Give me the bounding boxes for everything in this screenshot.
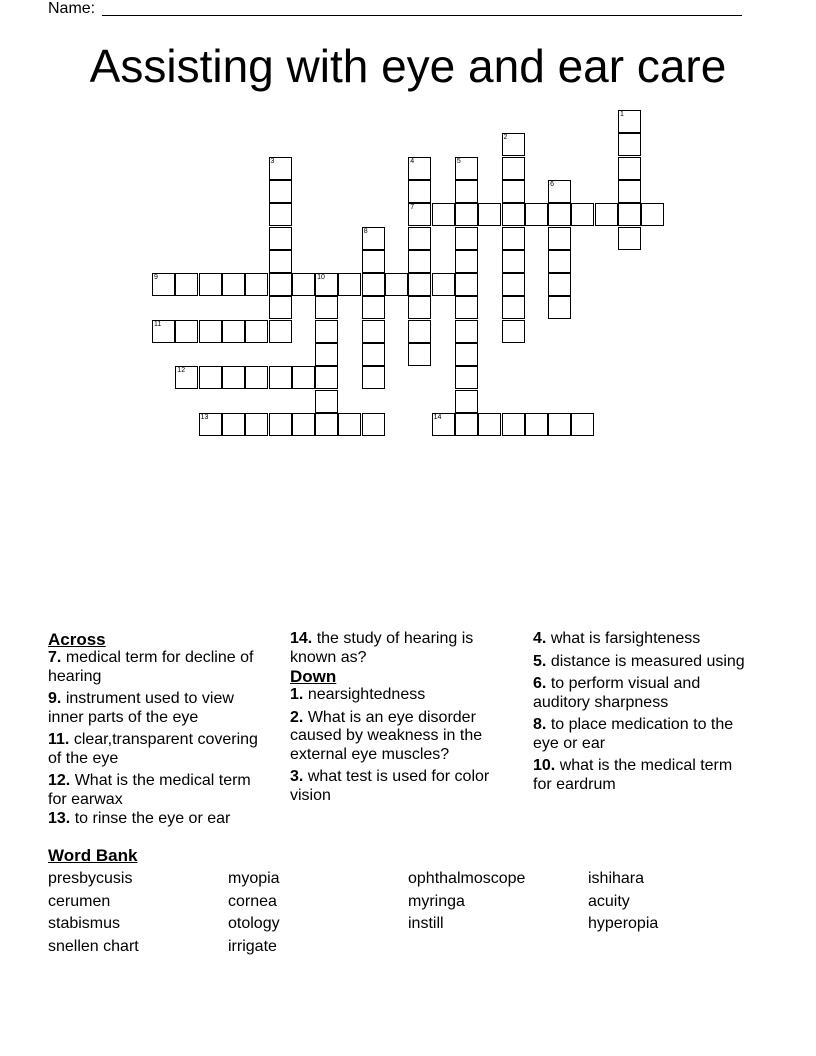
word-bank-item: presbycusis	[48, 870, 133, 887]
crossword-cell[interactable]	[269, 366, 292, 389]
crossword-cell[interactable]	[455, 343, 478, 366]
crossword-cell[interactable]	[502, 413, 525, 436]
word-bank-item: stabismus	[48, 915, 121, 932]
crossword-cell[interactable]	[199, 273, 222, 296]
word-bank-heading: Word Bank	[48, 846, 138, 865]
crossword-cell[interactable]	[502, 203, 525, 226]
crossword-cell[interactable]	[315, 366, 338, 389]
crossword-cell[interactable]	[502, 296, 525, 319]
crossword-cell[interactable]	[618, 203, 641, 226]
crossword-cell[interactable]	[455, 203, 478, 226]
clue-down-10: 10. what is the medical term for eardrum	[533, 757, 733, 793]
clue-number: 11	[154, 320, 162, 328]
crossword-cell[interactable]	[548, 413, 571, 436]
crossword-cell[interactable]	[292, 273, 315, 296]
crossword-cell[interactable]	[478, 413, 501, 436]
crossword-cell[interactable]	[478, 203, 501, 226]
clue-across-7: 7. medical term for decline of hearing	[48, 649, 254, 685]
down-heading: Down	[290, 667, 337, 686]
crossword-cell[interactable]	[548, 203, 571, 226]
crossword-cell[interactable]	[338, 273, 361, 296]
crossword-cell[interactable]	[455, 296, 478, 319]
crossword-cell[interactable]	[408, 320, 431, 343]
clue-number: 10	[317, 274, 325, 282]
clue-down-5: 5. distance is measured using	[533, 652, 745, 670]
clue-number: 9	[154, 274, 158, 282]
crossword-cell[interactable]	[455, 180, 478, 203]
crossword-cell[interactable]	[199, 320, 222, 343]
crossword-cell[interactable]	[292, 413, 315, 436]
clue-across-11: 11. clear,transparent covering of the eye	[48, 731, 258, 767]
across-heading: Across	[48, 630, 106, 649]
crossword-cell[interactable]	[222, 273, 245, 296]
crossword-cell[interactable]	[269, 413, 292, 436]
crossword-cell[interactable]	[269, 180, 292, 203]
crossword-cell[interactable]	[502, 133, 525, 156]
word-bank-item: otology	[228, 915, 280, 932]
crossword-cell[interactable]	[362, 296, 385, 319]
crossword-cell[interactable]	[199, 366, 222, 389]
crossword-cell[interactable]	[362, 250, 385, 273]
crossword-cell[interactable]	[618, 110, 641, 133]
crossword-cell[interactable]	[152, 320, 175, 343]
crossword-cell[interactable]	[432, 413, 455, 436]
crossword-cell[interactable]	[175, 273, 198, 296]
crossword-cell[interactable]	[175, 366, 198, 389]
clue-number: 1	[620, 111, 624, 118]
crossword-cell[interactable]	[269, 320, 292, 343]
crossword-cell[interactable]	[315, 413, 338, 436]
crossword-cell[interactable]	[362, 343, 385, 366]
clue-number: 4	[410, 157, 415, 165]
clue-number: 7	[410, 204, 415, 212]
word-bank-item: myringa	[408, 893, 465, 910]
crossword-cell[interactable]	[455, 227, 478, 250]
word-bank-item: myopia	[228, 870, 280, 887]
clues-column-1	[48, 630, 264, 833]
clue-down-4: 4. what is farsighteness	[533, 630, 701, 647]
crossword-cell[interactable]	[245, 366, 268, 389]
crossword-cell[interactable]	[455, 273, 478, 296]
word-bank-item: ophthalmoscope	[408, 870, 526, 887]
word-bank-item: hyperopia	[588, 915, 659, 932]
crossword-cell[interactable]	[618, 227, 641, 250]
name-label: Name:	[48, 0, 96, 17]
clue-number: 13	[200, 413, 209, 421]
clue-across-9: 9. instrument used to view inner parts of the eye	[48, 690, 234, 726]
clue-number: 8	[363, 227, 368, 235]
crossword-cell[interactable]	[455, 320, 478, 343]
crossword-cell[interactable]	[408, 157, 431, 180]
word-bank-item: snellen chart	[48, 938, 139, 955]
clue-number: 12	[177, 367, 186, 375]
crossword-cell[interactable]	[595, 203, 618, 226]
crossword-cell[interactable]	[455, 413, 478, 436]
crossword-cell[interactable]	[269, 296, 292, 319]
clue-across-12: 12. What is the medical term for earwax	[48, 772, 251, 808]
crossword-cell[interactable]	[408, 343, 431, 366]
crossword-cell[interactable]	[502, 320, 525, 343]
crossword-cell[interactable]	[245, 273, 268, 296]
crossword-cell[interactable]	[175, 320, 198, 343]
crossword-cell[interactable]	[432, 203, 455, 226]
clue-across-14: 14. the study of hearing is known as?	[290, 630, 474, 666]
clue-down-3: 3. what test is used for color vision	[290, 768, 490, 804]
crossword-cell[interactable]	[362, 366, 385, 389]
clue-down-8: 8. to place medication to the eye or ear	[533, 716, 734, 752]
crossword-cell[interactable]	[362, 273, 385, 296]
crossword-cell[interactable]	[315, 390, 338, 413]
crossword-cell[interactable]	[455, 390, 478, 413]
crossword-cell[interactable]	[222, 366, 245, 389]
crossword-cell[interactable]	[455, 250, 478, 273]
crossword-cell[interactable]	[408, 296, 431, 319]
crossword-cell[interactable]	[525, 203, 548, 226]
crossword-cell[interactable]	[618, 133, 641, 156]
crossword-cell[interactable]	[502, 227, 525, 250]
crossword-cell[interactable]	[408, 180, 431, 203]
crossword-cell[interactable]	[548, 227, 571, 250]
crossword-cell[interactable]	[548, 250, 571, 273]
word-bank-item: cornea	[228, 893, 277, 910]
word-bank-item: acuity	[588, 893, 630, 910]
crossword-cell[interactable]	[269, 227, 292, 250]
crossword-cell[interactable]	[315, 320, 338, 343]
crossword-cell[interactable]	[408, 227, 431, 250]
crossword-cell[interactable]	[571, 203, 594, 226]
crossword-cell[interactable]	[618, 180, 641, 203]
clue-down-6: 6. to perform visual and auditory sharpness	[533, 675, 701, 711]
crossword-cell[interactable]	[408, 273, 431, 296]
crossword-cell[interactable]	[199, 413, 222, 436]
crossword-cell[interactable]	[269, 273, 292, 296]
crossword-cell[interactable]	[502, 157, 525, 180]
crossword-cell[interactable]	[362, 227, 385, 250]
clue-number: 5	[456, 157, 461, 165]
crossword-cell[interactable]	[269, 250, 292, 273]
crossword-cell[interactable]	[455, 157, 478, 180]
crossword-cell[interactable]	[315, 343, 338, 366]
crossword-cell[interactable]	[222, 413, 245, 436]
crossword-cell[interactable]	[338, 413, 361, 436]
crossword-cell[interactable]	[315, 273, 338, 296]
word-bank-item: instill	[408, 915, 444, 932]
crossword-cell[interactable]	[245, 320, 268, 343]
crossword-cell[interactable]	[571, 413, 594, 436]
clue-down-1: 1. nearsightedness	[290, 686, 426, 703]
clues-column-2	[290, 630, 506, 809]
crossword-cell[interactable]	[245, 413, 268, 436]
crossword-cell[interactable]	[455, 366, 478, 389]
crossword-cell[interactable]	[362, 413, 385, 436]
crossword-cell[interactable]	[502, 180, 525, 203]
crossword-grid	[0, 0, 816, 460]
clue-number: 6	[550, 180, 554, 188]
crossword-cell[interactable]	[315, 296, 338, 319]
crossword-cell[interactable]	[222, 320, 245, 343]
page-title: Assisting with eye and ear care	[89, 40, 727, 92]
crossword-cell[interactable]	[408, 203, 431, 226]
crossword-cell[interactable]	[385, 273, 408, 296]
clue-number: 3	[270, 157, 275, 165]
crossword-cell[interactable]	[548, 273, 571, 296]
crossword-cell[interactable]	[548, 180, 571, 203]
crossword-cell[interactable]	[618, 157, 641, 180]
crossword-cell[interactable]	[641, 203, 664, 226]
word-bank-item: cerumen	[48, 893, 111, 910]
crossword-cell[interactable]	[502, 250, 525, 273]
crossword-cell[interactable]	[408, 250, 431, 273]
crossword-cell[interactable]	[362, 320, 385, 343]
crossword-cell[interactable]	[432, 273, 455, 296]
crossword-cell[interactable]	[269, 203, 292, 226]
clue-number: 14	[433, 413, 442, 421]
crossword-cell[interactable]	[152, 273, 175, 296]
crossword-cell[interactable]	[292, 366, 315, 389]
crossword-cell[interactable]	[525, 413, 548, 436]
clue-number: 2	[503, 134, 508, 142]
clues-column-3	[533, 630, 749, 798]
crossword-cell[interactable]	[269, 157, 292, 180]
clue-across-13: 13. to rinse the eye or ear	[48, 810, 231, 827]
crossword-cell[interactable]	[502, 273, 525, 296]
word-bank-item: irrigate	[228, 938, 277, 955]
clue-down-2: 2. What is an eye disorder caused by weakness in the external eye muscles?	[290, 708, 483, 763]
word-bank-item: ishihara	[588, 870, 645, 887]
crossword-cell[interactable]	[548, 296, 571, 319]
